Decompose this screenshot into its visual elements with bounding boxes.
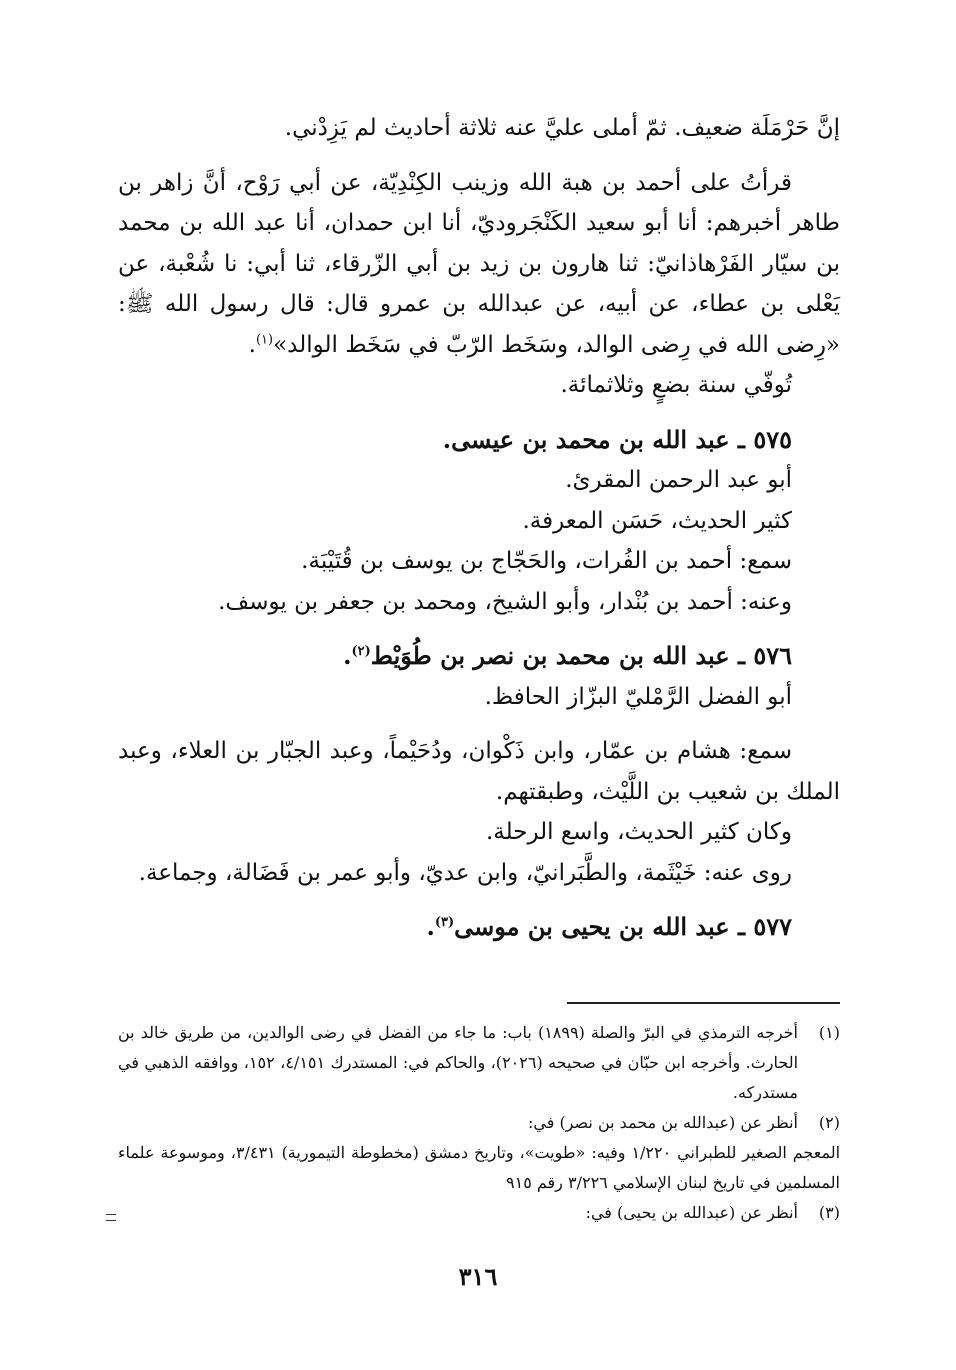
footnote-separator <box>567 1002 840 1004</box>
footnote-text: أنظر عن (عبدالله بن يحيى) في: <box>585 1203 798 1222</box>
footnotes <box>118 1018 840 1228</box>
footnote-ref[interactable]: (٢) <box>351 644 371 659</box>
entry-title: ٥٧٥ ـ عبد الله بن محمد بن عيسى. <box>442 424 792 454</box>
paragraph-text: إنَّ حَرْمَلَة ضعيف. ثمّ أملى عليَّ عنه ثلاثة أحاديث لم يَزِدْني. <box>284 115 840 141</box>
paragraph-text: أبو عبد الرحمن المقرئ. <box>565 467 792 493</box>
footnote-number: (١) <box>818 1023 840 1042</box>
paragraph <box>118 501 840 542</box>
paragraph <box>118 365 840 406</box>
paragraph <box>118 677 840 718</box>
paragraph-text: وعنه: أحمد بن بُنْدار، وأبو الشيخ، ومحمد بن جعفر بن يوسف. <box>218 588 792 615</box>
paragraph-text: تُوفّي سنة بضعٍ وثلاثمائة. <box>560 372 792 398</box>
paragraph <box>118 460 840 501</box>
main-text <box>118 108 840 948</box>
entry-tail: . <box>426 912 435 941</box>
paragraph-text: أبو الفضل الرَّمْليّ البزّاز الحافظ. <box>484 683 792 710</box>
paragraph <box>118 541 840 582</box>
page-number: ٣١٦ <box>458 1262 498 1291</box>
footnote-text: أخرجه الترمذي في البرّ والصلة (١٨٩٩) باب: ما جاء من الفضل في رضى الوالدين، من طريق خالد بن الحارث. وأخرجه ابن حبّان في صحيحه (٢٠٢٦)، والحاكم في: المستدرك ٤/١٥١، ١٥٢، ووافقه الذهبي في مستدركه. <box>118 1023 799 1102</box>
scan-edge-mark <box>106 1214 116 1221</box>
paragraph <box>118 108 840 149</box>
paragraph-text: وكان كثير الحديث، واسع الرحلة. <box>485 819 792 845</box>
entry-heading <box>118 636 840 677</box>
footnote-number: (٣) <box>818 1203 840 1222</box>
entry-heading <box>118 907 840 948</box>
paragraph-text: سمع: أحمد بن الفُرات، والحَجّاج بن يوسف بن قُتَيْبَة. <box>301 548 792 574</box>
paragraph-text: روى عنه: خَيْثَمة، والطَّبَرانيّ، وابن عديّ، وأبو عمر بن فَضَالة، وجماعة. <box>138 859 792 886</box>
entry-heading <box>118 420 840 461</box>
paragraph <box>118 582 840 623</box>
footnote-2 <box>118 1108 840 1138</box>
footnote-text: أنظر عن (عبدالله بن محمد بن نصر) في: <box>528 1113 798 1132</box>
entry-title: ٥٧٧ ـ عبد الله بن يحيى بن موسى <box>454 912 792 941</box>
paragraph-text: سمع: هشام بن عمّار، وابن ذَكْوان، ودُحَيْماً، وعبد الجبّار بن العلاء، وعبد الملك بن شعيب بن اللَّيْث، وطبقتهم. <box>118 738 840 805</box>
entry-title: ٥٧٦ ـ عبد الله بن محمد بن نصر بن طُوَيْط <box>370 641 792 670</box>
footnote-3 <box>118 1198 840 1228</box>
footnote-ref[interactable]: (١) <box>255 331 274 347</box>
paragraph-text: قرأتُ على أحمد بن هبة الله وزينب الكِنْدِيّة، عن أبي رَوْح، أنَّ زاهر بن طاهر أخبرهم: أنا أبو سعيد الكَنْجَروديّ، أنا ابن حمدان، أنا عبد الله بن محمد بن سيّار الفَرْهاذانيّ: ثنا هارون بن زيد بن أبي الزّرقاء، ثنا أبي: نا شُعْبة، عن يَعْلى بن عطاء، عن أبيه، عن عبدالله بن عمرو قال: قال رسول الله ﷺ: «رِضى الله في رِضى الوالد، وسَخَط الرّبّ في سَخَط الوالد» <box>118 169 840 358</box>
paragraph <box>118 731 840 812</box>
footnote-number: (٢) <box>818 1113 840 1132</box>
paragraph <box>118 812 840 853</box>
footnote-1 <box>118 1018 840 1108</box>
paragraph-text: كثير الحديث، حَسَن المعرفة. <box>522 507 792 534</box>
footnote-text: المعجم الصغير للطبراني ١/٢٢٠ وفيه: «طويت»، وتاريخ دمشق (مخطوطة التيمورية) ٣/٤٣١، وموسوعة علماء المسلمين في تاريخ لبنان الإسلامي ٣/٢٢٦ رقم ٩١٥ <box>118 1143 841 1192</box>
footnote-2-continued <box>118 1138 840 1198</box>
paragraph: قرأتُ على أحمد بن هبة الله وزينب الكِنْدِيّة، عن أبي رَوْح، أنَّ زاهر بن طاهر أخبرهم: أنا أبو سعيد الكَنْجَروديّ، أنا ابن حمدان، أنا عبد الله بن محمد بن سيّار الفَرْهاذانيّ: ثنا هارون بن زيد بن أبي الزّرقاء، ثنا أبي: نا شُعْبة، عن يَعْلى بن عطاء، عن أبيه، عن عبدالله بن عمرو قال: قال رسول الله ﷺ: «رِضى الله في رِضى الوالد، وسَخَط الرّبّ في سَخَط الوالد»$^{(١)}$. <box>118 169 840 358</box>
footnote-ref[interactable]: (٣) <box>434 915 455 930</box>
entry-tail: . <box>343 641 352 670</box>
paragraph <box>118 853 840 894</box>
